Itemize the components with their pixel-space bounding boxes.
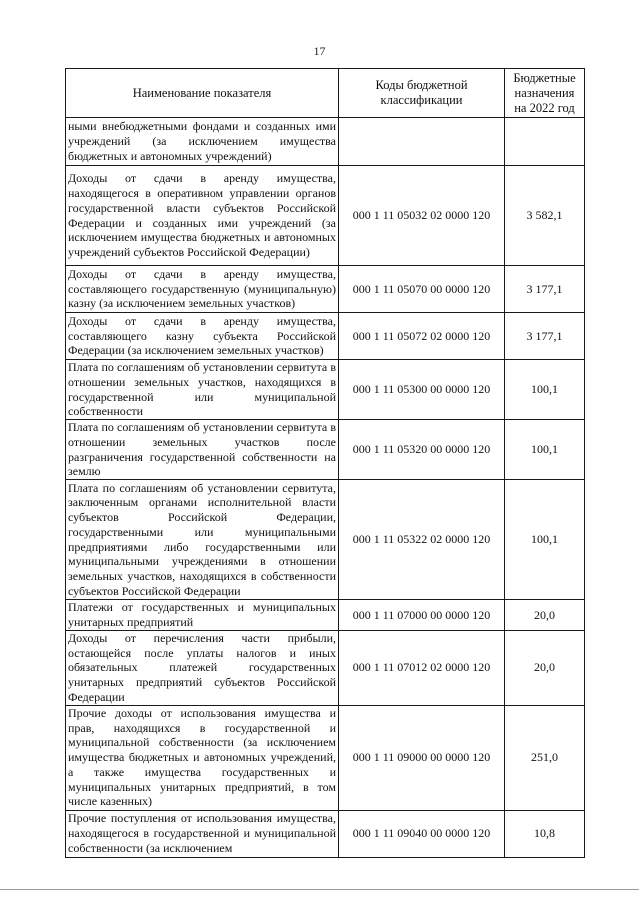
table-row [66, 360, 585, 420]
row-code: 000 1 11 09000 00 0000 120 [339, 705, 505, 810]
row-code [339, 118, 505, 166]
row-value: 3 582,1 [505, 166, 585, 266]
table-row [66, 118, 585, 166]
row-value: 20,0 [505, 600, 585, 631]
row-code: 000 1 11 05300 00 0000 120 [339, 360, 505, 420]
row-value: 3 177,1 [505, 266, 585, 313]
row-value: 20,0 [505, 631, 585, 706]
row-name: Доходы от сдачи в аренду имущества, составляющего государственную (муниципальную) казну (за исключением земельных участков) [66, 266, 339, 313]
row-code: 000 1 11 05072 02 0000 120 [339, 313, 505, 360]
row-name: Прочие доходы от использования имущества и прав, находящихся в государственной и муниципальной собственности (за исключением имущества бюджетных и автономных учреждений, а также имущества государственных и муниципальных унитарных предприятий, в том числе казенных) [66, 705, 339, 810]
header-budget-assignments: Бюджетные назначения на 2022 год [505, 69, 585, 118]
row-name: Плата по соглашениям об установлении сервитута в отношении земельных участков, находящихся в государственной или муниципальной собственности [66, 360, 339, 420]
table-row [66, 600, 585, 631]
row-name: Доходы от перечисления части прибыли, остающейся после уплаты налогов и иных обязательных платежей государственных унитарных предприятий субъектов Российской Федерации [66, 631, 339, 706]
row-value: 10,8 [505, 810, 585, 857]
table-header-row [66, 69, 585, 118]
row-code: 000 1 11 05070 00 0000 120 [339, 266, 505, 313]
row-name: Плата по соглашениям об установлении сервитута, заключенным органами исполнительной власти субъектов Российской Федерации, государственными или муниципальными предприятиями либо государственными или муниципальными учреждениями в отношении земельных участков, находящихся в собственности субъектов Российской Федерации [66, 480, 339, 600]
table-row [66, 705, 585, 810]
budget-table [65, 68, 585, 858]
row-code: 000 1 11 07000 00 0000 120 [339, 600, 505, 631]
row-name: Доходы от сдачи в аренду имущества, составляющего казну субъекта Российской Федерации (за исключением земельных участков) [66, 313, 339, 360]
table-row [66, 313, 585, 360]
row-code: 000 1 11 05320 00 0000 120 [339, 420, 505, 480]
row-value: 3 177,1 [505, 313, 585, 360]
row-code: 000 1 11 07012 02 0000 120 [339, 631, 505, 706]
row-value: 251,0 [505, 705, 585, 810]
row-value: 100,1 [505, 360, 585, 420]
header-indicator-name: Наименование показателя [66, 69, 339, 118]
row-name: Доходы от сдачи в аренду имущества, находящегося в оперативном управлении органов государственной власти субъектов Российской Федерации и созданных ими учреждений (за исключением имущества бюджетных и автономных учреждений субъектов Российской Федерации) [66, 166, 339, 266]
row-name: ными внебюджетными фондами и созданных ими учреждений (за исключением имущества бюджетных и автономных учреждений) [66, 118, 339, 166]
row-code: 000 1 11 05032 02 0000 120 [339, 166, 505, 266]
scan-edge-line [0, 889, 639, 890]
table-row [66, 480, 585, 600]
row-name: Плата по соглашениям об установлении сервитута в отношении земельных участков после разграничения государственной собственности на землю [66, 420, 339, 480]
table-row [66, 420, 585, 480]
page-number: 17 [313, 44, 326, 58]
row-name: Платежи от государственных и муниципальных унитарных предприятий [66, 600, 339, 631]
row-value [505, 118, 585, 166]
header-budget-codes: Коды бюджетной классификации [339, 69, 505, 118]
table-row [66, 810, 585, 857]
table-row [66, 631, 585, 706]
table-row [66, 266, 585, 313]
table-row [66, 166, 585, 266]
row-code: 000 1 11 05322 02 0000 120 [339, 480, 505, 600]
row-code: 000 1 11 09040 00 0000 120 [339, 810, 505, 857]
row-value: 100,1 [505, 420, 585, 480]
row-value: 100,1 [505, 480, 585, 600]
row-name: Прочие поступления от использования имущества, находящегося в государственной и муниципальной собственности (за исключением [66, 810, 339, 857]
